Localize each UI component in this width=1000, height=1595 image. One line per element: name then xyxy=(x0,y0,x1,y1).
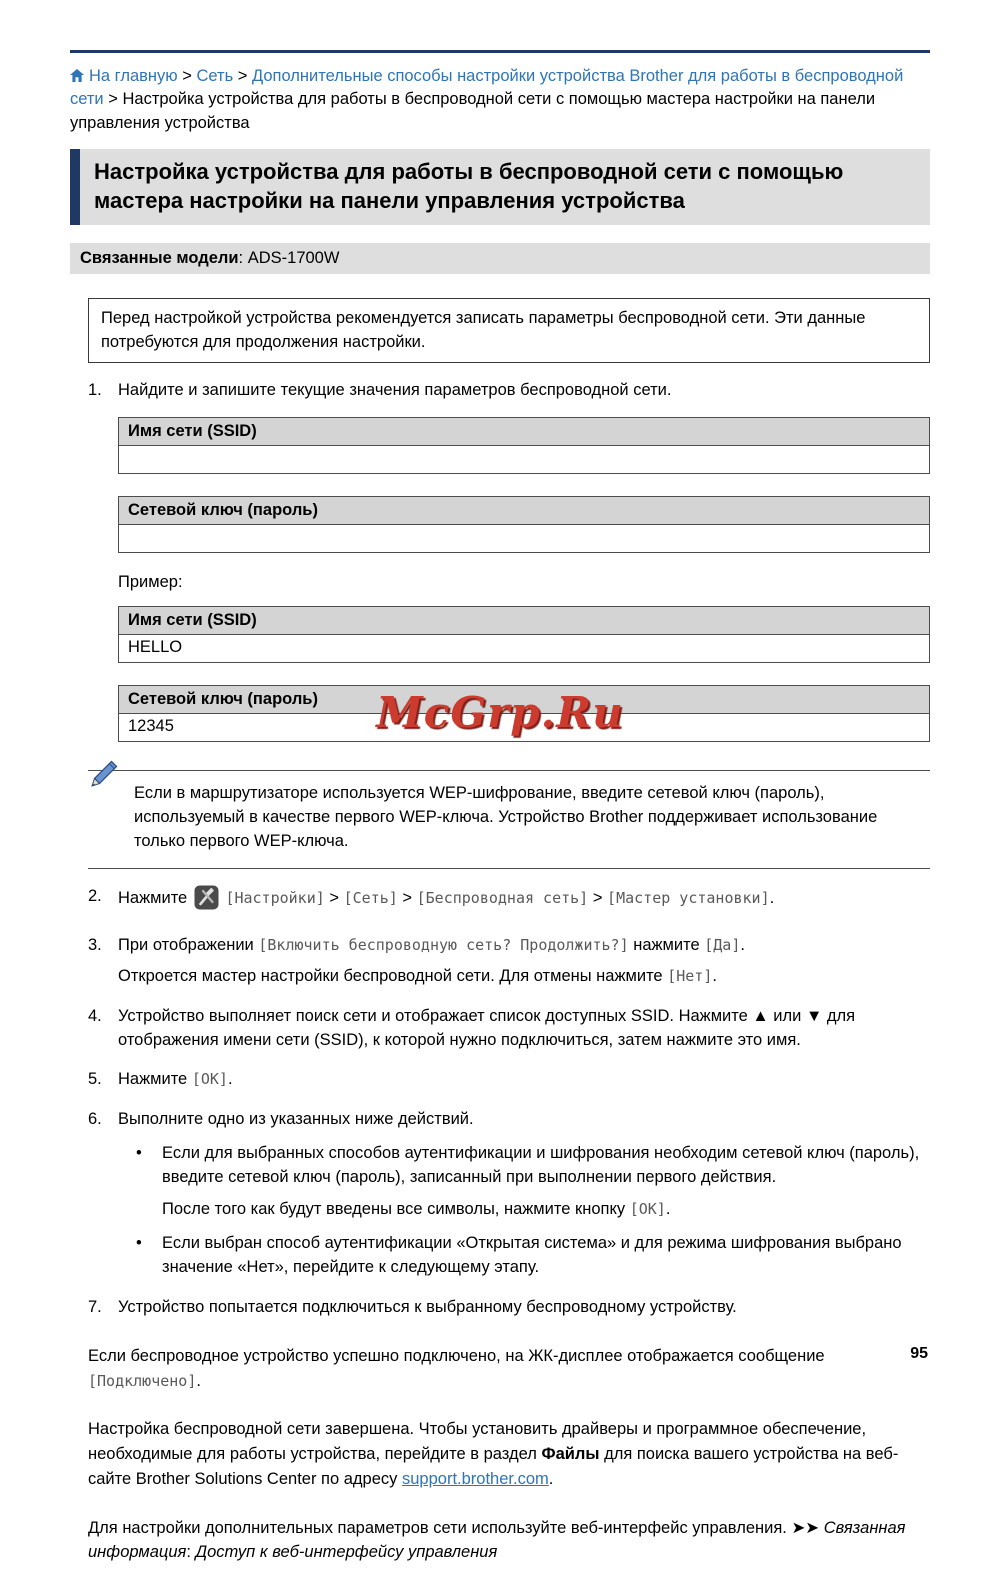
step-2-prefix: Нажмите xyxy=(118,888,188,907)
ssid-table-header: Имя сети (SSID) xyxy=(119,418,929,446)
sequence-arrow: > xyxy=(592,888,603,907)
lcd-settings-label: [Настройки] xyxy=(225,888,325,907)
related-models-box xyxy=(70,243,930,274)
bullet-auth-key-text: Если для выбранных способов аутентификации и шифрования необходим сетевой ключ (пароль), введите сетевой ключ (пароль), записанный при выполнении первого действия. xyxy=(162,1144,920,1187)
step-3 xyxy=(88,934,930,989)
bullet-open-system xyxy=(118,1232,930,1280)
breadcrumb xyxy=(70,65,930,135)
lcd-no-label: [Нет] xyxy=(667,966,713,985)
pencil-icon xyxy=(88,758,120,798)
related-info-reference: Доступ к веб-интерфейсу управления xyxy=(195,1543,498,1562)
bullet-auth-key-body xyxy=(162,1142,930,1222)
sentence-period: . xyxy=(196,1371,201,1390)
setup-complete-fragment: Настройка беспроводной сети завершена. Чтобы установить драйверы и программное обеспечение, необходимые для работы устройства, перейдите в раздел xyxy=(88,1420,867,1464)
sentence-period: . xyxy=(712,966,717,985)
example-label: Пример: xyxy=(118,573,183,592)
step-2-body xyxy=(118,885,930,918)
lcd-yes-label: [Да] xyxy=(704,935,741,954)
step-6-body xyxy=(118,1108,930,1280)
sentence-period: . xyxy=(665,1200,671,1219)
step-6-text: Выполните одно из указанных ниже действий. xyxy=(118,1110,474,1129)
watermark: McGrp.Ru xyxy=(376,688,624,737)
wep-note-text: Если в маршрутизаторе используется WEP-шифрование, введите сетевой ключ (пароль), используемый в качестве первого WEP-ключа. Устройство Brother поддерживает использование только первого WEP-ключа. xyxy=(134,784,878,850)
lcd-enable-wlan-prompt: [Включить беспроводную сеть? Продолжить?] xyxy=(258,935,629,954)
lcd-wlan-label: [Беспроводная сеть] xyxy=(416,888,589,907)
sentence-period: . xyxy=(769,888,775,907)
step-3-number: 3. xyxy=(88,935,102,954)
network-key-table-header: Сетевой ключ (пароль) xyxy=(119,497,929,525)
step-3-fragment: нажмите xyxy=(633,935,700,954)
step-4 xyxy=(88,1005,930,1053)
sentence-period: . xyxy=(227,1070,233,1089)
step-7-body xyxy=(118,1296,930,1320)
breadcrumb-current-page: Настройка устройства для работы в беспроводной сети с помощью мастера настройки на панели управления устройства xyxy=(70,90,876,132)
sentence-period: . xyxy=(548,1469,554,1488)
step-7-number: 7. xyxy=(88,1297,102,1316)
lcd-connected-label: [Подключено] xyxy=(88,1371,197,1390)
lcd-ok-label: [OK] xyxy=(629,1200,666,1219)
ssid-table-blank-row xyxy=(119,446,929,473)
top-divider xyxy=(70,50,930,53)
step-5-fragment: Нажмите xyxy=(118,1070,188,1089)
lcd-network-label: [Сеть] xyxy=(343,888,398,907)
step-4-number: 4. xyxy=(88,1006,102,1025)
bullet-marker: • xyxy=(136,1234,142,1253)
step-7 xyxy=(88,1296,930,1320)
step-5-text xyxy=(118,1068,930,1092)
step-6-number: 6. xyxy=(88,1110,102,1129)
step-5 xyxy=(88,1068,930,1092)
lcd-ok-label: [OK] xyxy=(191,1070,228,1089)
settings-icon xyxy=(194,885,219,918)
key-example-value: 12345 xyxy=(128,717,174,736)
bullet-marker: • xyxy=(136,1144,142,1163)
page-number: 95 xyxy=(910,1345,928,1362)
related-models-separator: : xyxy=(238,249,248,268)
step-6 xyxy=(88,1108,930,1280)
breadcrumb-separator: > xyxy=(182,67,192,85)
step-4-text: Устройство выполняет поиск сети и отображает список доступных SSID. Нажмите ▲ или ▼ для отображения имени сети (SSID), к которой нужно подключиться, затем нажмите это имя. xyxy=(118,1006,856,1049)
breadcrumb-link-advanced-methods[interactable]: Дополнительные способы настройки устройства Brother для работы в беспроводной сети xyxy=(70,67,904,109)
sentence-period: . xyxy=(740,935,745,954)
related-info-paragraph xyxy=(88,1516,930,1566)
connection-result-fragment: Если беспроводное устройство успешно подключено, на ЖК-дисплее отображается сообщение xyxy=(88,1346,825,1365)
bullet-continuation-fragment: После того как будут введены все символы, нажмите кнопку xyxy=(162,1200,626,1219)
lcd-setup-wizard-label: [Мастер установки] xyxy=(607,888,770,907)
breadcrumb-separator: > xyxy=(108,90,118,109)
breadcrumb-home-link[interactable] xyxy=(70,67,178,85)
downloads-section-label: Файлы xyxy=(541,1445,600,1464)
breadcrumb-home-label: На главную xyxy=(89,67,178,85)
related-models-label: Связанные модели xyxy=(80,249,239,268)
related-info-fragment: Для настройки дополнительных параметров сети используйте веб-интерфейс управления. xyxy=(88,1518,787,1537)
step-1-body xyxy=(118,379,930,403)
breadcrumb-link-network[interactable]: Сеть xyxy=(196,67,234,85)
step-3-subtext xyxy=(118,965,930,989)
related-info-colon: : xyxy=(186,1543,191,1562)
setup-complete-paragraph xyxy=(88,1417,930,1491)
sequence-arrow: > xyxy=(329,888,340,907)
sequence-arrow: > xyxy=(402,888,413,907)
bullet-open-system-text: Если выбран способ аутентификации «Открытая система» и для режима шифрования выбрано значение «Нет», перейдите к следующему этапу. xyxy=(162,1234,902,1276)
step-3-fragment: При отображении xyxy=(118,935,254,954)
step-5-number: 5. xyxy=(88,1070,102,1089)
home-icon xyxy=(70,69,84,82)
ssid-table xyxy=(118,417,930,474)
step-3-text xyxy=(118,934,930,958)
network-key-table-blank-row xyxy=(119,525,929,552)
step-3-sub-fragment: Откроется мастер настройки беспроводной сети. Для отмены нажмите xyxy=(118,966,663,985)
connection-result-paragraph xyxy=(88,1344,930,1394)
step-2 xyxy=(88,885,930,918)
breadcrumb-separator: > xyxy=(237,67,248,85)
step-1-text: Найдите и запишите текущие значения параметров беспроводной сети. xyxy=(118,381,672,400)
key-example-table-header: Сетевой ключ (пароль) xyxy=(119,686,929,714)
bullet-open-system-body xyxy=(162,1232,930,1280)
step-7-text: Устройство попытается подключиться к выбранному беспроводному устройству. xyxy=(118,1297,737,1316)
title-accent-bar xyxy=(70,149,80,225)
step-2-text xyxy=(118,885,930,918)
bullet-auth-key-continuation xyxy=(162,1198,930,1222)
support-brother-link[interactable]: support.brother.com xyxy=(402,1469,549,1488)
page-title-block xyxy=(70,149,930,225)
step-1 xyxy=(88,379,930,403)
step-5-body xyxy=(118,1068,930,1092)
step-2-number: 2. xyxy=(88,886,102,905)
network-key-table xyxy=(118,496,930,553)
bullet-auth-key xyxy=(118,1142,930,1222)
ssid-example-value: HELLO xyxy=(128,638,183,657)
preparation-note-box: Перед настройкой устройства рекомендуется записать параметры беспроводной сети. Эти данные потребуются для продолжения настройки. xyxy=(88,298,930,363)
wep-note xyxy=(88,770,930,869)
step-3-body xyxy=(118,934,930,989)
ssid-example-table-header: Имя сети (SSID) xyxy=(119,607,929,635)
step-4-body xyxy=(118,1005,930,1053)
step-1-number: 1. xyxy=(88,381,102,400)
page-title: Настройка устройства для работы в беспроводной сети с помощью мастера настройки на панели управления устройства xyxy=(80,149,930,225)
related-info-arrows: ➤➤ xyxy=(791,1518,820,1537)
ssid-example-table xyxy=(118,606,930,663)
related-models-value: ADS-1700W xyxy=(247,249,340,268)
key-example-table xyxy=(118,685,930,742)
related-info-label: Связанная информация xyxy=(88,1518,906,1562)
setup-complete-fragment: для поиска вашего устройства на веб-сайте Brother Solutions Center по адресу xyxy=(88,1445,899,1488)
